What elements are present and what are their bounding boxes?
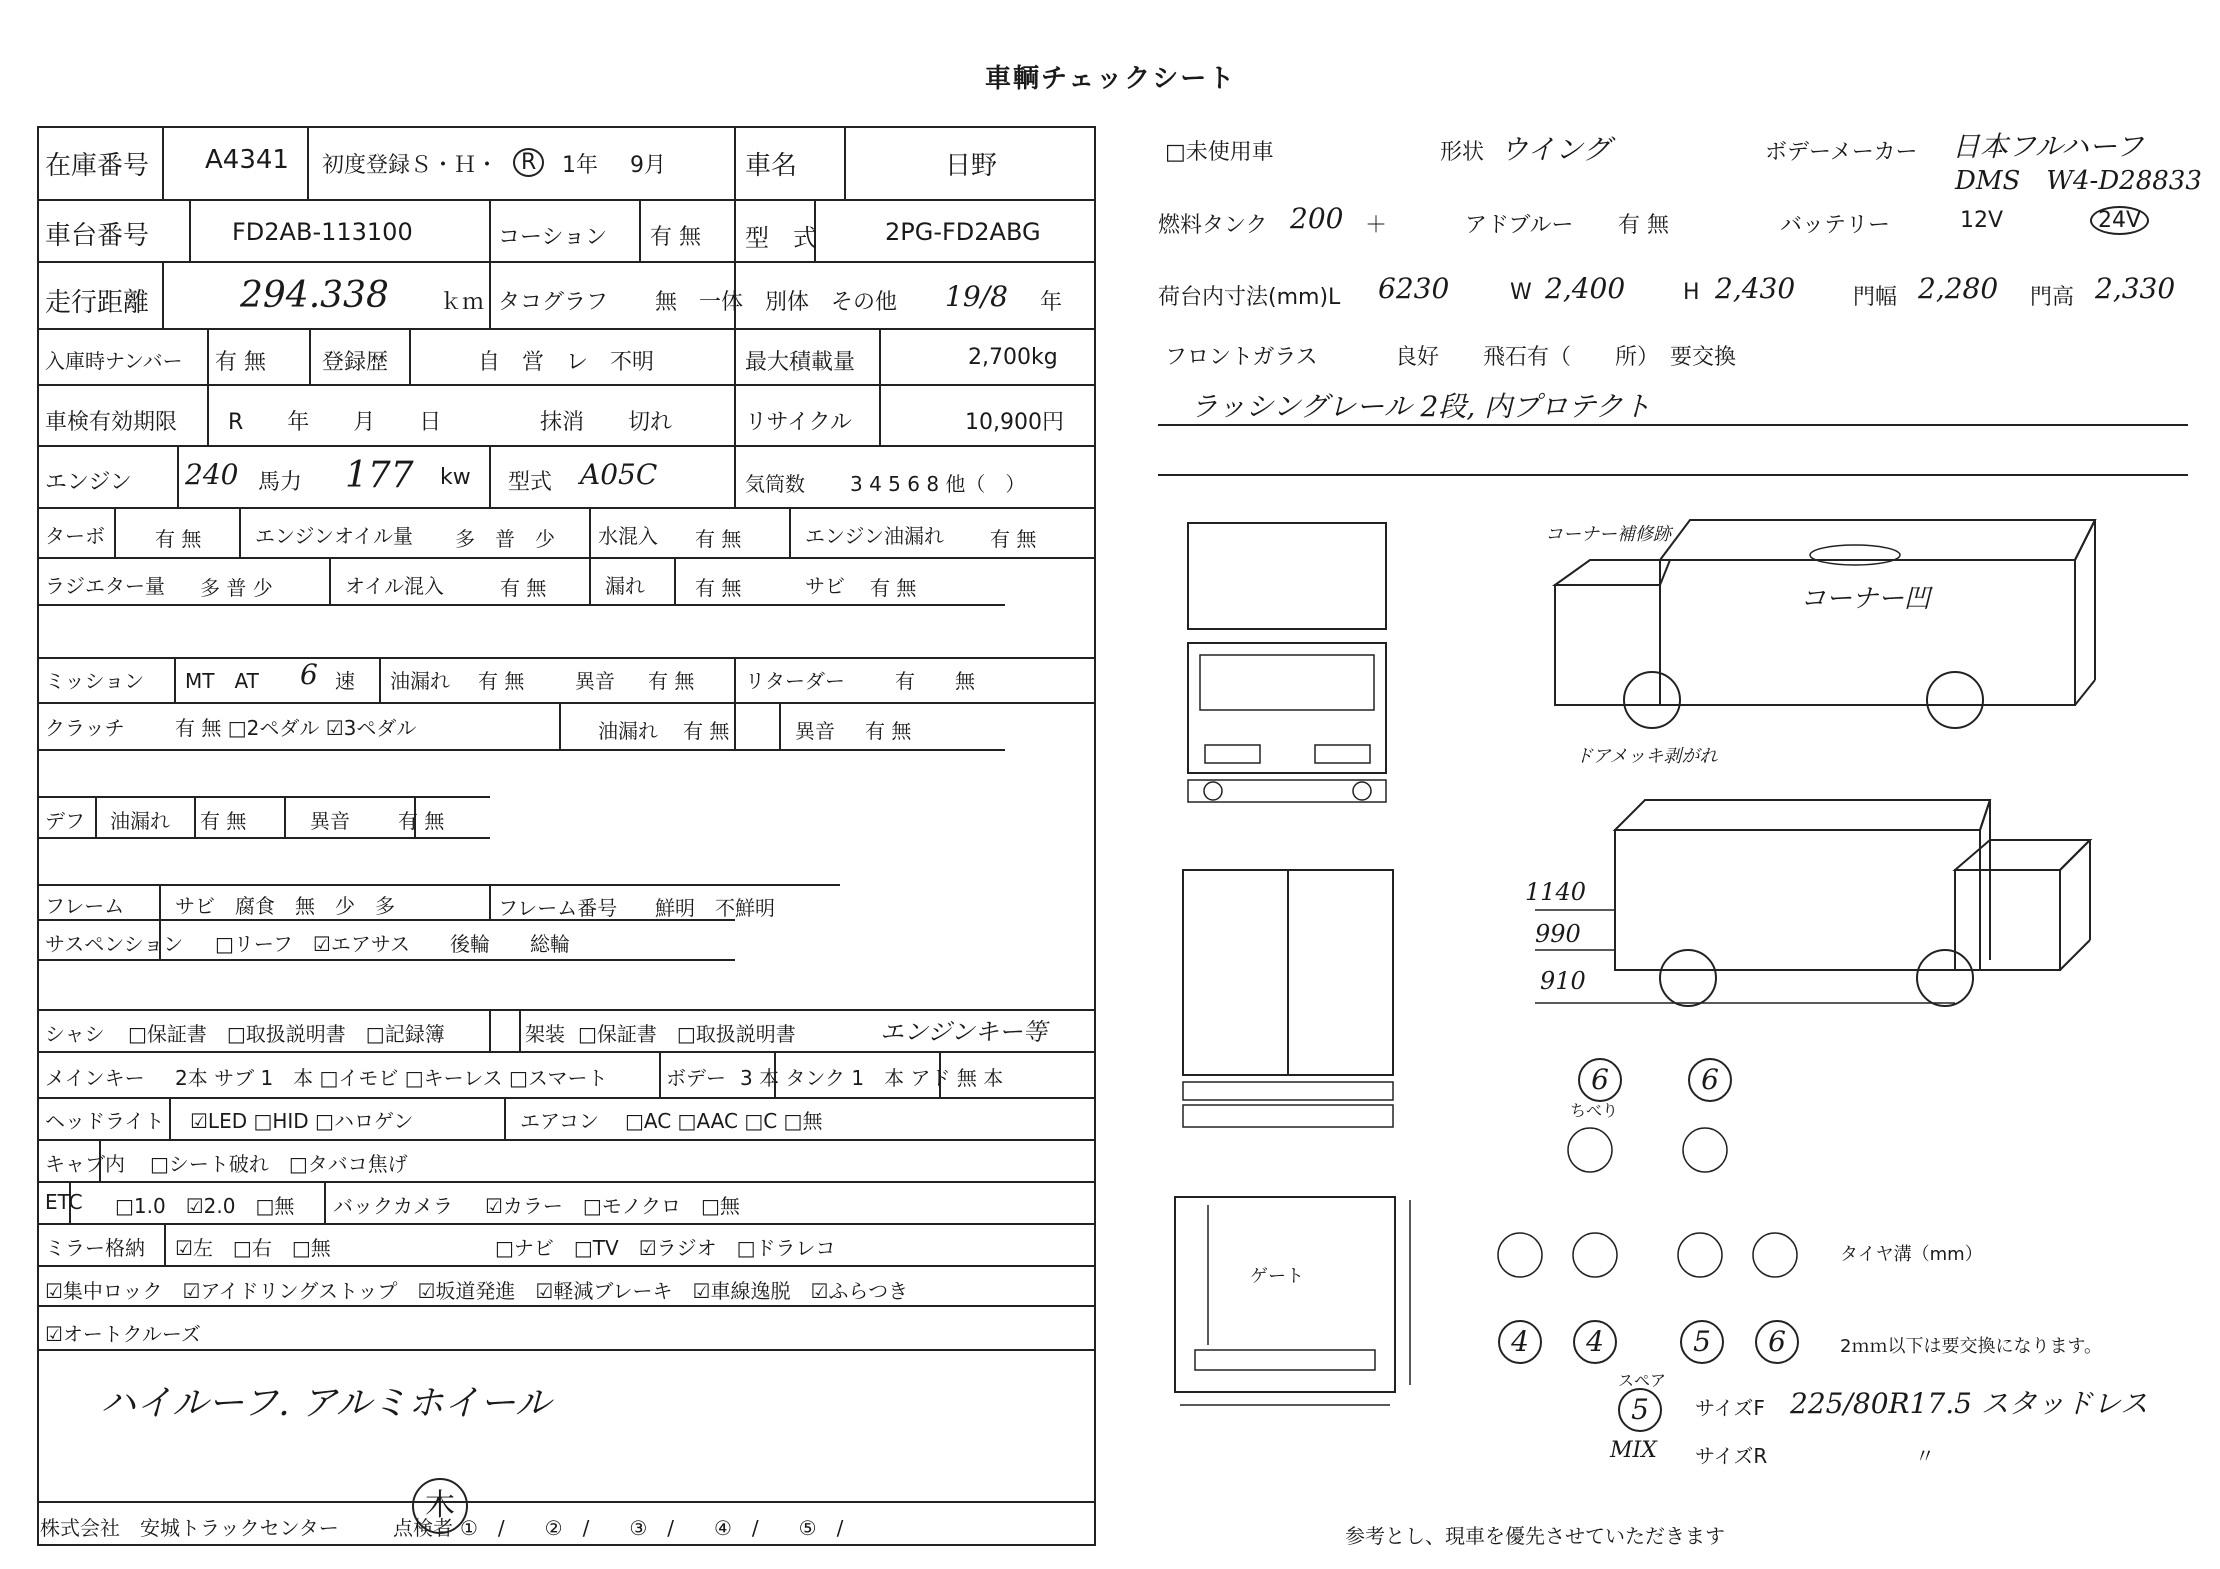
clutch-leak-label: 油漏れ [598, 719, 658, 743]
engine-type-value: A05C [580, 458, 658, 491]
mileage-unit: ｋｍ [440, 290, 485, 315]
headlight-label: ヘッドライト [45, 1109, 165, 1133]
engine-type-label: 型式 [508, 470, 553, 495]
size-front-value: 225/80R17.5 スタッドレス [1790, 1387, 2148, 1420]
diff-label: デフ [45, 809, 85, 833]
tire-rear-3: 5 [1680, 1320, 1724, 1364]
body-docs-label: 架装 [525, 1022, 565, 1046]
oil-mix-label: オイル混入 [345, 574, 444, 598]
battery-12v: 12V [1960, 208, 2004, 233]
cruise-option: ☑オートクルーズ [45, 1322, 201, 1346]
cargo-width-label: W [1510, 280, 1532, 305]
oil-leak-label: 油漏れ [390, 669, 450, 693]
etc-label: ETC [45, 1190, 83, 1214]
clutch-label: クラッチ [45, 716, 125, 740]
unused-vehicle: □未使用車 [1165, 140, 1274, 165]
leak-options: 有 無 [695, 576, 742, 600]
rust-label: サビ [805, 574, 845, 598]
clutch-noise-options: 有 無 [865, 719, 912, 743]
right-notes: ラッシングレール 2段, 内プロテクト [1190, 390, 1652, 423]
windshield-label: フロントガラス [1165, 345, 1318, 370]
model-value: 2PG-FD2ABG [885, 218, 1041, 246]
sheet-title: 車輌チェックシート [985, 64, 1237, 94]
gate-width-label: 門幅 [1853, 285, 1898, 310]
checker-label: 点検者 [393, 1516, 453, 1540]
diff-leak-label: 油漏れ [110, 809, 170, 833]
aircon-label: エアコン [520, 1109, 599, 1133]
tire-depth-label: タイヤ溝（mm） [1840, 1244, 1983, 1265]
engine-label: エンジン [45, 470, 132, 495]
headlight-options: ☑LED □HID □ハロゲン [190, 1109, 414, 1133]
fuel-tank-plus: ＋ [1365, 213, 1388, 238]
cargo-height-label: H [1683, 280, 1700, 305]
height-910: 910 [1540, 967, 1586, 995]
body-maker-serial: DMS W4-D28833 [1955, 166, 2202, 196]
adblue-label: アドブルー [1465, 213, 1574, 238]
note-corner-dent: コーナー凹 [1800, 584, 1931, 614]
frame-number-options: 鮮明 不鮮明 [655, 896, 775, 920]
gate-height: 2,330 [2095, 272, 2176, 305]
company-name: 株式会社 安城トラックセンター [40, 1516, 339, 1540]
main-key-options: 2本 サブ 1 本 □イモビ □キーレス □スマート [175, 1066, 608, 1090]
check-slots: ① / ② / ③ / ④ / ⑤ / [460, 1516, 844, 1540]
tire-rear-2: 4 [1573, 1320, 1617, 1364]
water-mix-options: 有 無 [695, 527, 742, 551]
chassis-number-label: 車台番号 [45, 221, 150, 251]
clutch-noise-label: 異音 [795, 719, 835, 743]
mirror-options: ☑左 □右 □無 [175, 1236, 331, 1260]
recycle-value: 10,900円 [965, 410, 1064, 435]
body-key-options: 3 本 タンク 1 本 アド 無 本 [740, 1066, 1004, 1090]
back-camera-options: ☑カラー □モノクロ □無 [485, 1194, 740, 1218]
plate-options: 有 無 [215, 350, 266, 375]
tire-spare: 5 [1618, 1388, 1662, 1432]
inspection-label: 車検有効期限 [45, 410, 178, 435]
features-row: ☑集中ロック ☑アイドリングストップ ☑坂道発進 ☑軽減ブレーキ ☑車線逸脱 ☑ふらつき [45, 1279, 909, 1303]
nav-options: □ナビ □TV ☑ラジオ □ドラレコ [495, 1236, 836, 1260]
main-key-label: メインキー [45, 1066, 145, 1090]
suspension-label: サスペンション [45, 932, 184, 956]
cab-options: □シート破れ □タバコ焦げ [150, 1152, 408, 1176]
cargo-dim-label: 荷台内寸法(mm)L [1158, 285, 1341, 310]
body-key-label: ボデー [666, 1066, 726, 1090]
water-mix-label: 水混入 [598, 524, 658, 548]
cab-label: キャブ内 [45, 1152, 125, 1176]
diff-noise-options: 有 無 [398, 809, 445, 833]
radiator-options: 多 普 少 [200, 576, 273, 600]
size-front-label: サイズF [1695, 1396, 1765, 1420]
left-notes: ハイルーフ. アルミホイール [100, 1383, 551, 1424]
mileage-value: 294.338 [240, 275, 389, 316]
battery-24v: 24V [2090, 206, 2149, 235]
kw-unit: kw [440, 465, 471, 490]
mission-options: MT AT [185, 669, 259, 693]
gate-height-label: 門高 [2030, 285, 2075, 310]
max-load-value: 2,700kg [968, 345, 1058, 370]
gate-width: 2,280 [1918, 272, 1999, 305]
inspection-status: 抹消 切れ [540, 410, 673, 435]
cylinder-label: 気筒数 [745, 472, 805, 496]
mission-noise-label: 異音 [575, 669, 615, 693]
era-circled: R [513, 148, 544, 177]
frame-label: フレーム [45, 894, 125, 918]
body-maker-value: 日本フルハーフ [1952, 130, 2144, 163]
mission-label: ミッション [45, 669, 145, 693]
car-name-label: 車名 [745, 151, 798, 181]
mission-speed: 6 [300, 658, 318, 691]
height-990: 990 [1535, 920, 1581, 948]
caution-label: コーション [498, 225, 608, 250]
leak-label: 漏れ [605, 574, 645, 598]
first-registration-month: 9月 [630, 153, 666, 178]
oil-mix-options: 有 無 [500, 576, 547, 600]
tire-replace-note: 2ｍｍ以下は要交換になります。 [1840, 1336, 2103, 1357]
history-options: 自 営 レ 不明 [478, 350, 655, 375]
recycle-label: リサイクル [745, 410, 852, 435]
plate-label: 入庫時ナンバー [45, 349, 183, 373]
shape-value: ウイング [1500, 133, 1611, 166]
size-rear-value: 〃 [1915, 1444, 1935, 1468]
tachograph-year-unit: 年 [1040, 290, 1063, 315]
chassis-docs-label: シャシ [45, 1022, 105, 1046]
gate-label: ゲート [1250, 1266, 1304, 1287]
inspection-options: R 年 月 日 [228, 410, 442, 435]
retarder-options: 有 無 [895, 669, 975, 693]
cylinder-options: 3 4 5 6 8 他（ ） [850, 472, 1026, 496]
fuel-tank-value: 200 [1290, 202, 1344, 235]
first-registration-label: 初度登録Ｓ・Ｈ・ [322, 153, 499, 178]
rust-options: 有 無 [870, 576, 917, 600]
clutch-options: 有 無 □2ペダル ☑3ペダル [175, 716, 417, 740]
spare-label: スペア [1618, 1371, 1667, 1390]
mission-speed-unit: 速 [335, 669, 355, 693]
mission-noise-options: 有 無 [648, 669, 695, 693]
cargo-height: 2,430 [1715, 272, 1796, 305]
chassis-number-value: FD2AB-113100 [232, 218, 413, 246]
first-registration-year: 1年 [562, 153, 598, 178]
note-door-plating: ドアメッキ剥がれ [1575, 746, 1718, 767]
clutch-leak-options: 有 無 [683, 719, 730, 743]
adblue-options: 有 無 [1618, 213, 1669, 238]
tire-front-left: 6 [1578, 1058, 1622, 1102]
mix-label: MIX [1610, 1438, 1657, 1463]
radiator-label: ラジエター量 [45, 574, 165, 598]
turbo-options: 有 無 [155, 527, 202, 551]
caution-options: 有 無 [650, 225, 701, 250]
stock-number-label: 在庫番号 [45, 151, 150, 181]
windshield-options: 良好 飛石有（ 所） 要交換 [1395, 345, 1737, 370]
fuel-tank-label: 燃料タンク [1158, 213, 1268, 238]
body-docs-options: □保証書 □取扱説明書 [578, 1022, 796, 1046]
horsepower-label: 馬力 [258, 470, 303, 495]
engine-value: 240 [185, 458, 239, 491]
engine-key-note: エンジンキー等 [880, 1018, 1047, 1046]
engine-leak-options: 有 無 [990, 527, 1037, 551]
cargo-width: 2,400 [1545, 272, 1626, 305]
tachograph-label: タコグラフ [498, 290, 609, 315]
tachograph-date: 19/8 [945, 280, 1008, 313]
oil-leak-options: 有 無 [478, 669, 525, 693]
frame-number-label: フレーム番号 [498, 896, 618, 920]
battery-label: バッテリー [1780, 213, 1891, 238]
tire-front-right: 6 [1688, 1058, 1732, 1102]
diff-noise-label: 異音 [310, 809, 350, 833]
checker-stamp: 木 [412, 1478, 468, 1534]
height-1140: 1140 [1525, 878, 1587, 906]
mileage-label: 走行距離 [45, 288, 150, 318]
engine-leak-label: エンジン油漏れ [805, 524, 944, 548]
tire-rear-1: 4 [1498, 1320, 1542, 1364]
size-rear-label: サイズR [1695, 1444, 1768, 1468]
chassis-docs-options: □保証書 □取扱説明書 □記録簿 [128, 1022, 445, 1046]
history-label: 登録歴 [322, 350, 389, 375]
footer-note: 参考とし、現車を優先させていただきます [1345, 1524, 1725, 1548]
engine-oil-label: エンジンオイル量 [255, 524, 413, 548]
tachograph-options: 無 一体 別体 その他 [655, 290, 898, 315]
tire-rear-4: 6 [1755, 1320, 1799, 1364]
frame-options: サビ 腐食 無 少 多 [175, 894, 395, 918]
car-name-value: 日野 [945, 151, 998, 181]
shape-label: 形状 [1440, 140, 1485, 165]
turbo-label: ターボ [45, 524, 105, 548]
retarder-label: リターダー [745, 669, 845, 693]
diff-leak-options: 有 無 [200, 809, 247, 833]
front-tire-note: ちべり [1570, 1101, 1619, 1120]
suspension-options: □リーフ ☑エアサス 後輪 総輪 [215, 932, 571, 956]
etc-options: □1.0 ☑2.0 □無 [115, 1194, 295, 1218]
horsepower-value: 177 [345, 455, 414, 496]
note-corner-repair: コーナー補修跡 [1545, 524, 1671, 545]
max-load-label: 最大積載量 [745, 350, 856, 375]
body-maker-label: ボデーメーカー [1765, 140, 1918, 165]
model-label: 型 式 [745, 224, 817, 252]
stock-number-value: A4341 [205, 145, 289, 175]
back-camera-label: バックカメラ [333, 1194, 453, 1218]
cargo-length: 6230 [1378, 272, 1450, 305]
engine-oil-options: 多 普 少 [455, 527, 555, 551]
mirror-label: ミラー格納 [45, 1236, 145, 1260]
aircon-options: □AC □AAC □C □無 [625, 1109, 823, 1133]
